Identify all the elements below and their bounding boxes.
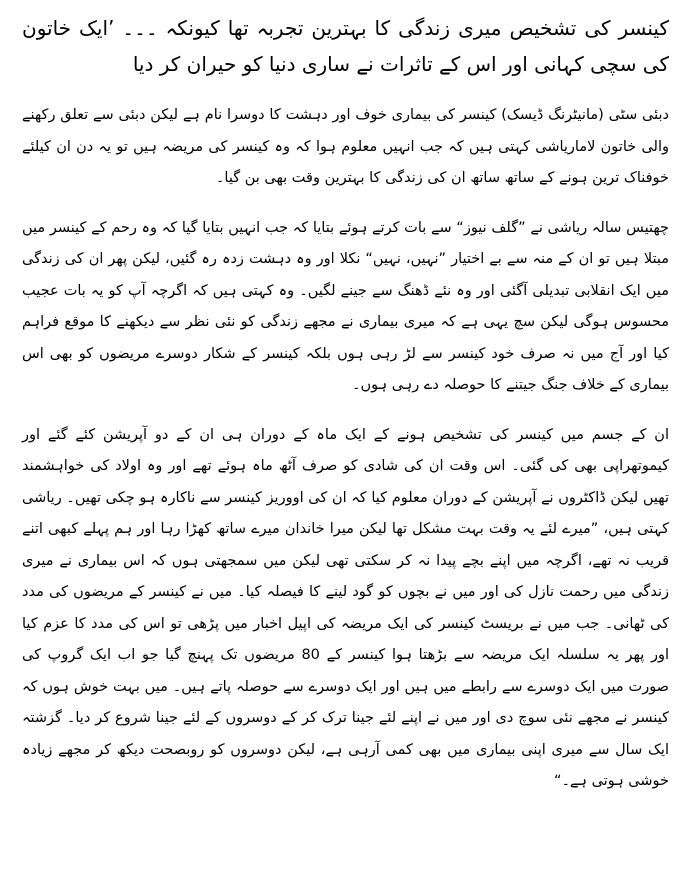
article-headline: کینسر کی تشخیص میری زندگی کا بہترین تجربہ تھا کیونکہ ۔۔۔ ’ایک خاتون کی سچی کہانی اور اس کے تاثرات نے ساری دنیا کو حیران کر دیا — [22, 16, 669, 76]
article-paragraph-3: ان کے جسم میں کینسر کی تشخیص ہونے کے ایک ماہ کے دوران ہی ان کے دو آپریشن کئے گئے اور کیموتھراپی بھی کی گئی۔ اس وقت ان کی شادی کو صرف آٹھ ماہ ہوئے تھے اور وہ اولاد کی خواہشمند تھیں لیکن ڈاکٹروں نے آپریشن کے دوران معلوم کیا کہ ان کی اووریز کینسر سے ناکارہ ہو چکی تھیں۔ ریاشی کہتی ہیں، ”میرے لئے یہ وقت بہت مشکل تھا لیکن میرا خاندان میرے ساتھ کھڑا رہا اور ہم پہلے کبھی اتنے قریب نہ تھے، اگرچہ میں اپنے بچے پیدا نہ کر سکتی تھی لیکن میں سمجھتی ہوں کہ اس بیماری نے میری زندگی میں رحمت نازل کی اور میں نے بچوں کو گود لینے کا فیصلہ کیا۔ میں نے کینسر کے مریضوں کی مدد کی ٹھانی۔ جب میں نے بریسٹ کینسر کی ایک مریضہ کی اپیل اخبار میں پڑھی تو اس کی مدد کا عزم کیا اور پھر یہ سلسلہ ایک مریضہ سے بڑھتا ہوا کینسر کے 80 مریضوں تک پہنچ گیا جو اب ایک گروپ کی صورت میں ایک دوسرے سے رابطے میں ہیں اور ایک دوسرے سے حوصلہ پاتے ہیں۔ میں بہت خوش ہوں کہ کینسر نے مجھے نئی سوچ دی اور میں نے اپنے لئے جینا ترک کر کے دوسروں کے لئے جینا شروع کر دیا۔ گزشتہ ایک سال سے میری اپنی بیماری میں بھی کمی آرہی ہے، لیکن دوسروں کو روبصحت دیکھ کر مجھے زیادہ خوشی ہوتی ہے۔“ — [22, 426, 669, 789]
article-paragraph-2: چھتیس سالہ ریاشی نے ”گلف نیوز“ سے بات کرتے ہوئے بتایا کہ جب انہیں بتایا گیا کہ وہ رحم کے کینسر میں مبتلا ہیں تو ان کے منہ سے بے اختیار ”نہیں، نہیں“ نکلا اور وہ دہشت زدہ رہ گئیں، لیکن پھر ان کی زندگی میں ایک انقلابی تبدیلی آگئی اور وہ نئے ڈھنگ سے جینے لگیں۔ وہ کہتی ہیں کہ اگرچہ آپ کو یہ بات عجیب محسوس ہوگی لیکن سچ یہی ہے کہ میری بیماری نے مجھے زندگی کو نئی نظر سے دیکھنے کا موقع فراہم کیا اور آج میں نہ صرف خود کینسر سے لڑ رہی ہوں بلکہ کینسر کے شکار دوسرے مریضوں کو بھی اس بیماری کے خلاف جنگ جیتنے کا حوصلہ دے رہی ہوں۔ — [22, 219, 669, 393]
article-paragraph-1: دبئی سٹی (مانیٹرنگ ڈیسک) کینسر کی بیماری خوف اور دہشت کا دوسرا نام ہے لیکن دبئی سے تعلق رکھنے والی خاتون لاماریاشی کہتی ہیں کہ جب انہیں معلوم ہوا کہ وہ کینسر کی مریضہ ہیں تو یہ دن ان کیلئے خوفناک ترین ہونے کے ساتھ ساتھ ان کی زندگی کا بہترین وقت بھی بن گیا۔ — [22, 107, 669, 186]
